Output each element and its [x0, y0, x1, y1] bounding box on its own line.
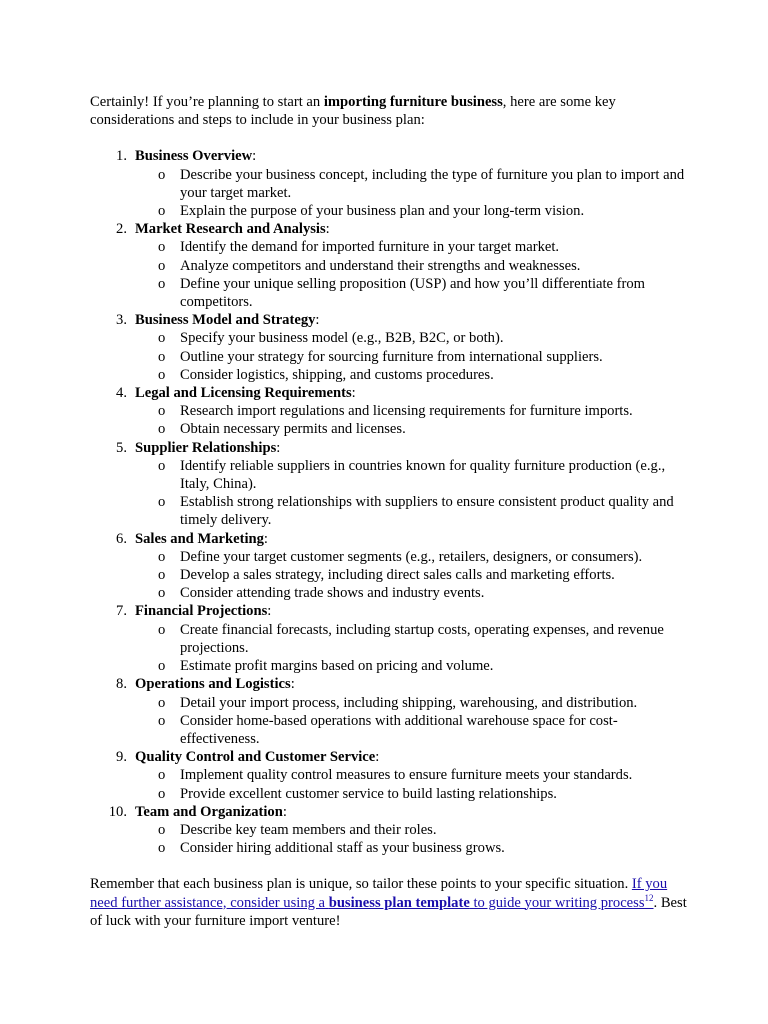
- section-points: [135, 166, 688, 221]
- point-item: [158, 766, 688, 784]
- circle-bullet-icon: o: [158, 494, 166, 511]
- section-points: [135, 548, 688, 603]
- section-heading: Team and Organization:: [135, 803, 287, 820]
- circle-bullet-icon: o: [158, 275, 166, 292]
- intro-paragraph: [90, 93, 688, 129]
- point-text: Analyze competitors and understand their strengths and weaknesses.: [180, 257, 581, 274]
- section-number: 7.: [116, 603, 127, 620]
- point-text: Develop a sales strategy, including direct sales calls and marketing efforts.: [180, 567, 615, 584]
- section-item: [116, 748, 688, 803]
- section-item: [116, 220, 688, 311]
- point-text: Estimate profit margins based on pricing and volume.: [180, 658, 494, 675]
- section-points: [135, 402, 688, 438]
- footnote-reference[interactable]: 12: [644, 892, 654, 903]
- circle-bullet-icon: o: [158, 767, 166, 784]
- point-item: [158, 657, 688, 675]
- section-heading: Supplier Relationships:: [135, 439, 281, 456]
- point-item: [158, 621, 688, 657]
- point-text: Outline your strategy for sourcing furniture from international suppliers.: [180, 348, 603, 365]
- section-title: Team and Organization: [135, 803, 283, 820]
- section-item: [116, 147, 688, 220]
- circle-bullet-icon: o: [158, 658, 166, 675]
- circle-bullet-icon: o: [158, 694, 166, 711]
- point-text: Detail your import process, including shipping, warehousing, and distribution.: [180, 694, 638, 711]
- point-item: [158, 420, 688, 438]
- circle-bullet-icon: o: [158, 585, 166, 602]
- circle-bullet-icon: o: [158, 712, 166, 729]
- point-text: Research import regulations and licensing requirements for furniture imports.: [180, 403, 633, 420]
- point-text: Specify your business model (e.g., B2B, B2C, or both).: [180, 330, 504, 347]
- point-item: [158, 275, 688, 311]
- section-title: Market Research and Analysis: [135, 221, 326, 238]
- section-points: [135, 821, 688, 857]
- circle-bullet-icon: o: [158, 567, 166, 584]
- section-item: [116, 311, 688, 384]
- point-text: Identify the demand for imported furniture in your target market.: [180, 239, 560, 256]
- closing-text-start: Remember that each business plan is unique, so tailor these points to your specific situation.: [90, 876, 632, 893]
- closing-text-end: . Best of luck with your furniture import venture!: [90, 894, 687, 929]
- point-item: [158, 839, 688, 857]
- section-number: 6.: [116, 530, 127, 547]
- section-points: [135, 694, 688, 749]
- point-item: [158, 493, 688, 529]
- point-item: [158, 202, 688, 220]
- circle-bullet-icon: o: [158, 457, 166, 474]
- section-heading: Business Overview:: [135, 148, 257, 165]
- point-text: Obtain necessary permits and licenses.: [180, 421, 406, 438]
- point-item: [158, 566, 688, 584]
- section-number: 10.: [108, 803, 127, 820]
- point-text: Establish strong relationships with suppliers to ensure consistent product quality and timely delivery.: [180, 494, 674, 529]
- point-item: [158, 348, 688, 366]
- point-text: Consider logistics, shipping, and customs procedures.: [180, 366, 494, 383]
- section-heading: Legal and Licensing Requirements:: [135, 385, 356, 402]
- section-item: [116, 602, 688, 675]
- link-bold-text: business plan template: [328, 894, 470, 911]
- section-points: [135, 621, 688, 676]
- section-item: [116, 384, 688, 439]
- point-item: [158, 329, 688, 347]
- section-item: [108, 803, 688, 858]
- section-heading: Quality Control and Customer Service:: [135, 749, 380, 766]
- closing-paragraph: [90, 875, 688, 930]
- point-item: [158, 712, 688, 748]
- section-title: Operations and Logistics: [135, 676, 291, 693]
- section-item: [116, 530, 688, 603]
- section-title: Business Model and Strategy: [135, 312, 316, 329]
- point-text: Provide excellent customer service to build lasting relationships.: [180, 785, 557, 802]
- section-number: 1.: [116, 148, 127, 165]
- section-heading: Operations and Logistics:: [135, 676, 295, 693]
- section-title: Financial Projections: [135, 603, 268, 620]
- point-item: [158, 584, 688, 602]
- section-heading: Sales and Marketing:: [135, 530, 268, 547]
- point-item: [158, 785, 688, 803]
- circle-bullet-icon: o: [158, 166, 166, 183]
- section-number: 2.: [116, 221, 127, 238]
- circle-bullet-icon: o: [158, 366, 166, 383]
- section-title: Sales and Marketing: [135, 530, 264, 547]
- circle-bullet-icon: o: [158, 203, 166, 220]
- section-heading: Business Model and Strategy:: [135, 312, 320, 329]
- intro-text-start: Certainly! If you’re planning to start an: [90, 94, 324, 110]
- point-text: Describe key team members and their roles.: [180, 821, 437, 838]
- point-item: [158, 366, 688, 384]
- circle-bullet-icon: o: [158, 348, 166, 365]
- circle-bullet-icon: o: [158, 821, 166, 838]
- point-text: Explain the purpose of your business plan and your long-term vision.: [180, 203, 585, 220]
- circle-bullet-icon: o: [158, 239, 166, 256]
- link-text-end: to guide your writing process: [469, 894, 645, 911]
- section-number: 4.: [116, 385, 127, 402]
- section-points: [135, 238, 688, 311]
- point-text: Describe your business concept, including the type of furniture you plan to import and your target market.: [180, 166, 685, 201]
- circle-bullet-icon: o: [158, 840, 166, 857]
- section-number: 5.: [116, 439, 127, 456]
- section-points: [135, 329, 688, 384]
- point-item: [158, 238, 688, 256]
- point-text: Create financial forecasts, including startup costs, operating expenses, and revenue projections.: [180, 621, 664, 656]
- point-text: Define your unique selling proposition (USP) and how you’ll differentiate from competitors.: [180, 275, 646, 311]
- point-text: Implement quality control measures to ensure furniture meets your standards.: [180, 767, 633, 784]
- section-title: Legal and Licensing Requirements: [135, 385, 352, 402]
- point-item: [158, 457, 688, 493]
- section-title: Business Overview: [135, 148, 253, 165]
- circle-bullet-icon: o: [158, 421, 166, 438]
- point-item: [158, 402, 688, 420]
- point-item: [158, 257, 688, 275]
- business-plan-sections: [90, 147, 688, 857]
- circle-bullet-icon: o: [158, 257, 166, 274]
- point-item: [158, 821, 688, 839]
- intro-bold-phrase: importing furniture business: [323, 94, 503, 110]
- point-item: [158, 694, 688, 712]
- point-text: Consider attending trade shows and industry events.: [180, 585, 485, 602]
- point-text: Define your target customer segments (e.g., retailers, designers, or consumers).: [180, 548, 643, 565]
- circle-bullet-icon: o: [158, 621, 166, 638]
- circle-bullet-icon: o: [158, 548, 166, 565]
- section-number: 8.: [116, 676, 127, 693]
- section-number: 9.: [116, 749, 127, 766]
- point-text: Identify reliable suppliers in countries known for quality furniture production (e.g., Italy, China).: [180, 457, 666, 493]
- section-heading: Financial Projections:: [135, 603, 272, 620]
- section-item: [116, 675, 688, 748]
- section-points: [135, 457, 688, 530]
- section-heading: Market Research and Analysis:: [135, 221, 330, 238]
- point-text: Consider home-based operations with additional warehouse space for cost-effectiveness.: [180, 712, 618, 747]
- section-title: Quality Control and Customer Service: [135, 749, 376, 766]
- section-item: [116, 439, 688, 530]
- section-number: 3.: [116, 312, 127, 329]
- point-item: [158, 548, 688, 566]
- circle-bullet-icon: o: [158, 785, 166, 802]
- link-text-start: If you need further assistance, consider using a: [90, 876, 668, 911]
- circle-bullet-icon: o: [158, 403, 166, 420]
- circle-bullet-icon: o: [158, 330, 166, 347]
- intro-text-end: , here are some key considerations and steps to include in your business plan:: [90, 94, 616, 129]
- section-points: [135, 766, 688, 802]
- section-title: Supplier Relationships: [135, 439, 277, 456]
- point-item: [158, 166, 688, 202]
- point-text: Consider hiring additional staff as your business grows.: [180, 840, 505, 857]
